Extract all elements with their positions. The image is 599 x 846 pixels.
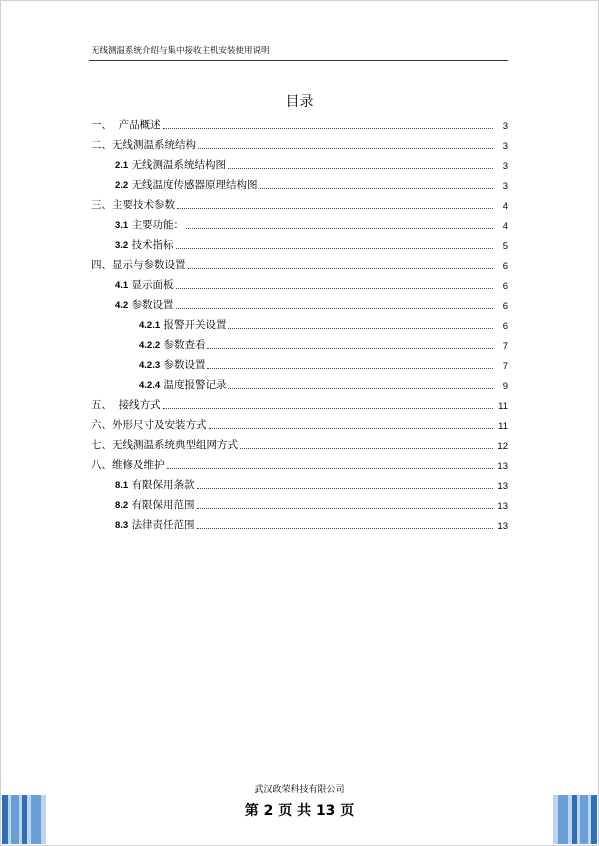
toc-entry-page: 6 xyxy=(502,301,508,312)
toc-leader-dots xyxy=(163,128,493,129)
toc-entry[interactable] xyxy=(91,312,508,332)
toc-entry-title: 参数设置 xyxy=(163,359,206,371)
toc-entry-title: 温度报警记录 xyxy=(163,379,227,391)
toc-entry-title: 二、无线测温系统结构 xyxy=(91,139,196,151)
toc-entry-number: 4.1 xyxy=(115,280,129,291)
toc-entry-label xyxy=(115,517,196,532)
toc-entry-title: 六、外形尺寸及安装方式 xyxy=(91,419,207,431)
toc-entry[interactable] xyxy=(91,512,508,532)
toc-entry-title: 三、主要技术参数 xyxy=(91,199,175,211)
toc-entry[interactable] xyxy=(91,252,508,272)
toc-entry-number: 3.2 xyxy=(115,240,129,251)
toc-entry-page: 3 xyxy=(502,121,508,132)
toc-title: 目录 xyxy=(285,94,314,110)
toc-entry-page: 11 xyxy=(498,401,508,412)
toc-entry-page: 4 xyxy=(502,201,508,212)
toc-entry-label xyxy=(115,177,259,192)
toc-entry-number: 2.1 xyxy=(115,160,129,171)
toc-entry[interactable] xyxy=(91,112,508,132)
toc-entry-label xyxy=(91,397,162,412)
toc-leader-dots xyxy=(167,468,494,469)
toc-leader-dots xyxy=(197,528,493,529)
toc-entry-number: 4.2.1 xyxy=(139,320,161,331)
header-rule xyxy=(89,60,508,61)
toc-leader-dots xyxy=(228,388,493,389)
toc-leader-dots xyxy=(176,248,493,249)
toc-entry-number: 8.1 xyxy=(115,480,129,491)
toc-entry-title: 五、 接线方式 xyxy=(91,399,161,411)
toc-entry-label xyxy=(115,477,196,492)
toc-entry-label xyxy=(91,257,187,272)
toc-entry-number: 3.1 xyxy=(115,220,129,231)
toc-leader-dots xyxy=(209,428,494,429)
toc-entry[interactable] xyxy=(91,172,508,192)
toc-entry-number: 8.3 xyxy=(115,520,129,531)
toc-entry-page: 3 xyxy=(502,141,508,152)
toc-entry-label xyxy=(91,437,239,452)
toc-entry[interactable] xyxy=(91,352,508,372)
toc-entry-page: 11 xyxy=(498,421,508,432)
toc-leader-dots xyxy=(188,268,494,269)
toc-entry[interactable] xyxy=(91,432,508,452)
toc-leader-dots xyxy=(177,208,493,209)
toc-entry-title: 一、 产品概述 xyxy=(91,119,161,131)
toc-entry-label xyxy=(115,157,227,172)
toc-entry[interactable] xyxy=(91,132,508,152)
toc-entry-label xyxy=(115,297,175,312)
toc-entry[interactable] xyxy=(91,152,508,172)
toc-entry-number: 4.2.2 xyxy=(139,340,161,351)
toc-leader-dots xyxy=(228,168,493,169)
toc-entry-title: 四、显示与参数设置 xyxy=(91,259,186,271)
toc-entry-number: 4.2 xyxy=(115,300,129,311)
toc-entry-title: 主要功能： xyxy=(131,219,185,231)
toc-entry-page: 5 xyxy=(502,241,508,252)
toc-entry-page: 6 xyxy=(502,281,508,292)
toc-entry[interactable] xyxy=(91,212,508,232)
toc-entry[interactable] xyxy=(91,452,508,472)
toc-entry[interactable] xyxy=(91,392,508,412)
toc-entry-page: 6 xyxy=(502,261,508,272)
toc-entry[interactable] xyxy=(91,272,508,292)
toc-entry-label xyxy=(139,357,206,372)
toc-entry[interactable] xyxy=(91,492,508,512)
toc-entry-label xyxy=(115,497,196,512)
toc-entry-label xyxy=(91,457,166,472)
toc-entry-label xyxy=(139,377,227,392)
toc-entry-number: 4.2.3 xyxy=(139,360,161,371)
toc-entry-title: 无线温度传感器原理结构图 xyxy=(131,179,258,191)
toc-entry[interactable] xyxy=(91,472,508,492)
toc-entry-label xyxy=(91,137,197,152)
toc-entry-title: 无线测温系统结构图 xyxy=(131,159,227,171)
toc-leader-dots xyxy=(207,348,493,349)
toc-entry-page: 9 xyxy=(502,381,508,392)
toc-entry-page: 13 xyxy=(497,481,508,492)
toc-entry-title: 报警开关设置 xyxy=(163,319,227,331)
toc-entry-page: 3 xyxy=(502,161,508,172)
toc-entry-title: 法律责任范围 xyxy=(131,519,195,531)
toc-entry-label xyxy=(91,197,176,212)
running-header: 无线测温系统介绍与集中接收主机安装使用说明 xyxy=(91,46,270,56)
toc-entry-title: 显示面板 xyxy=(131,279,174,291)
toc-entry-title: 有限保用范围 xyxy=(131,499,195,511)
toc-entry-page: 13 xyxy=(497,461,508,472)
toc-leader-dots xyxy=(176,308,493,309)
table-of-contents xyxy=(91,112,508,532)
toc-entry[interactable] xyxy=(91,332,508,352)
toc-entry-number: 2.2 xyxy=(115,180,129,191)
toc-leader-dots xyxy=(197,488,493,489)
toc-entry-number: 8.2 xyxy=(115,500,129,511)
toc-entry-page: 12 xyxy=(497,441,508,452)
footer-page-number: 第 2 页 共 13 页 xyxy=(244,803,355,819)
toc-entry-number: 4.2.4 xyxy=(139,380,161,391)
toc-entry-page: 7 xyxy=(502,361,508,372)
footer-company: 武汉政荣科技有限公司 xyxy=(254,785,345,795)
toc-entry-label xyxy=(91,117,162,132)
toc-entry[interactable] xyxy=(91,192,508,212)
toc-leader-dots xyxy=(176,288,493,289)
toc-entry-label xyxy=(139,337,206,352)
toc-leader-dots xyxy=(260,188,493,189)
toc-entry-label xyxy=(115,217,185,232)
toc-entry[interactable] xyxy=(91,372,508,392)
toc-entry-label xyxy=(91,417,208,432)
toc-entry[interactable] xyxy=(91,412,508,432)
toc-entry-title: 参数设置 xyxy=(131,299,174,311)
toc-entry-title: 有限保用条款 xyxy=(131,479,195,491)
toc-leader-dots xyxy=(198,148,493,149)
toc-leader-dots xyxy=(228,328,493,329)
toc-leader-dots xyxy=(163,408,493,409)
toc-entry[interactable] xyxy=(91,232,508,252)
toc-entry-page: 13 xyxy=(497,501,508,512)
toc-entry-page: 13 xyxy=(497,521,508,532)
toc-entry-label xyxy=(115,277,175,292)
toc-entry-title: 八、维修及维护 xyxy=(91,459,165,471)
toc-entry-title: 七、无线测温系统典型组网方式 xyxy=(91,439,238,451)
toc-entry-title: 技术指标 xyxy=(131,239,174,251)
toc-entry-page: 3 xyxy=(502,181,508,192)
toc-entry-page: 6 xyxy=(502,321,508,332)
toc-entry-label xyxy=(115,237,175,252)
toc-entry-page: 7 xyxy=(502,341,508,352)
toc-entry-label xyxy=(139,317,227,332)
toc-leader-dots xyxy=(197,508,493,509)
toc-leader-dots xyxy=(186,228,493,229)
toc-entry-page: 4 xyxy=(502,221,508,232)
toc-leader-dots xyxy=(240,448,493,449)
toc-entry[interactable] xyxy=(91,292,508,312)
toc-leader-dots xyxy=(207,368,493,369)
toc-entry-title: 参数查看 xyxy=(163,339,206,351)
